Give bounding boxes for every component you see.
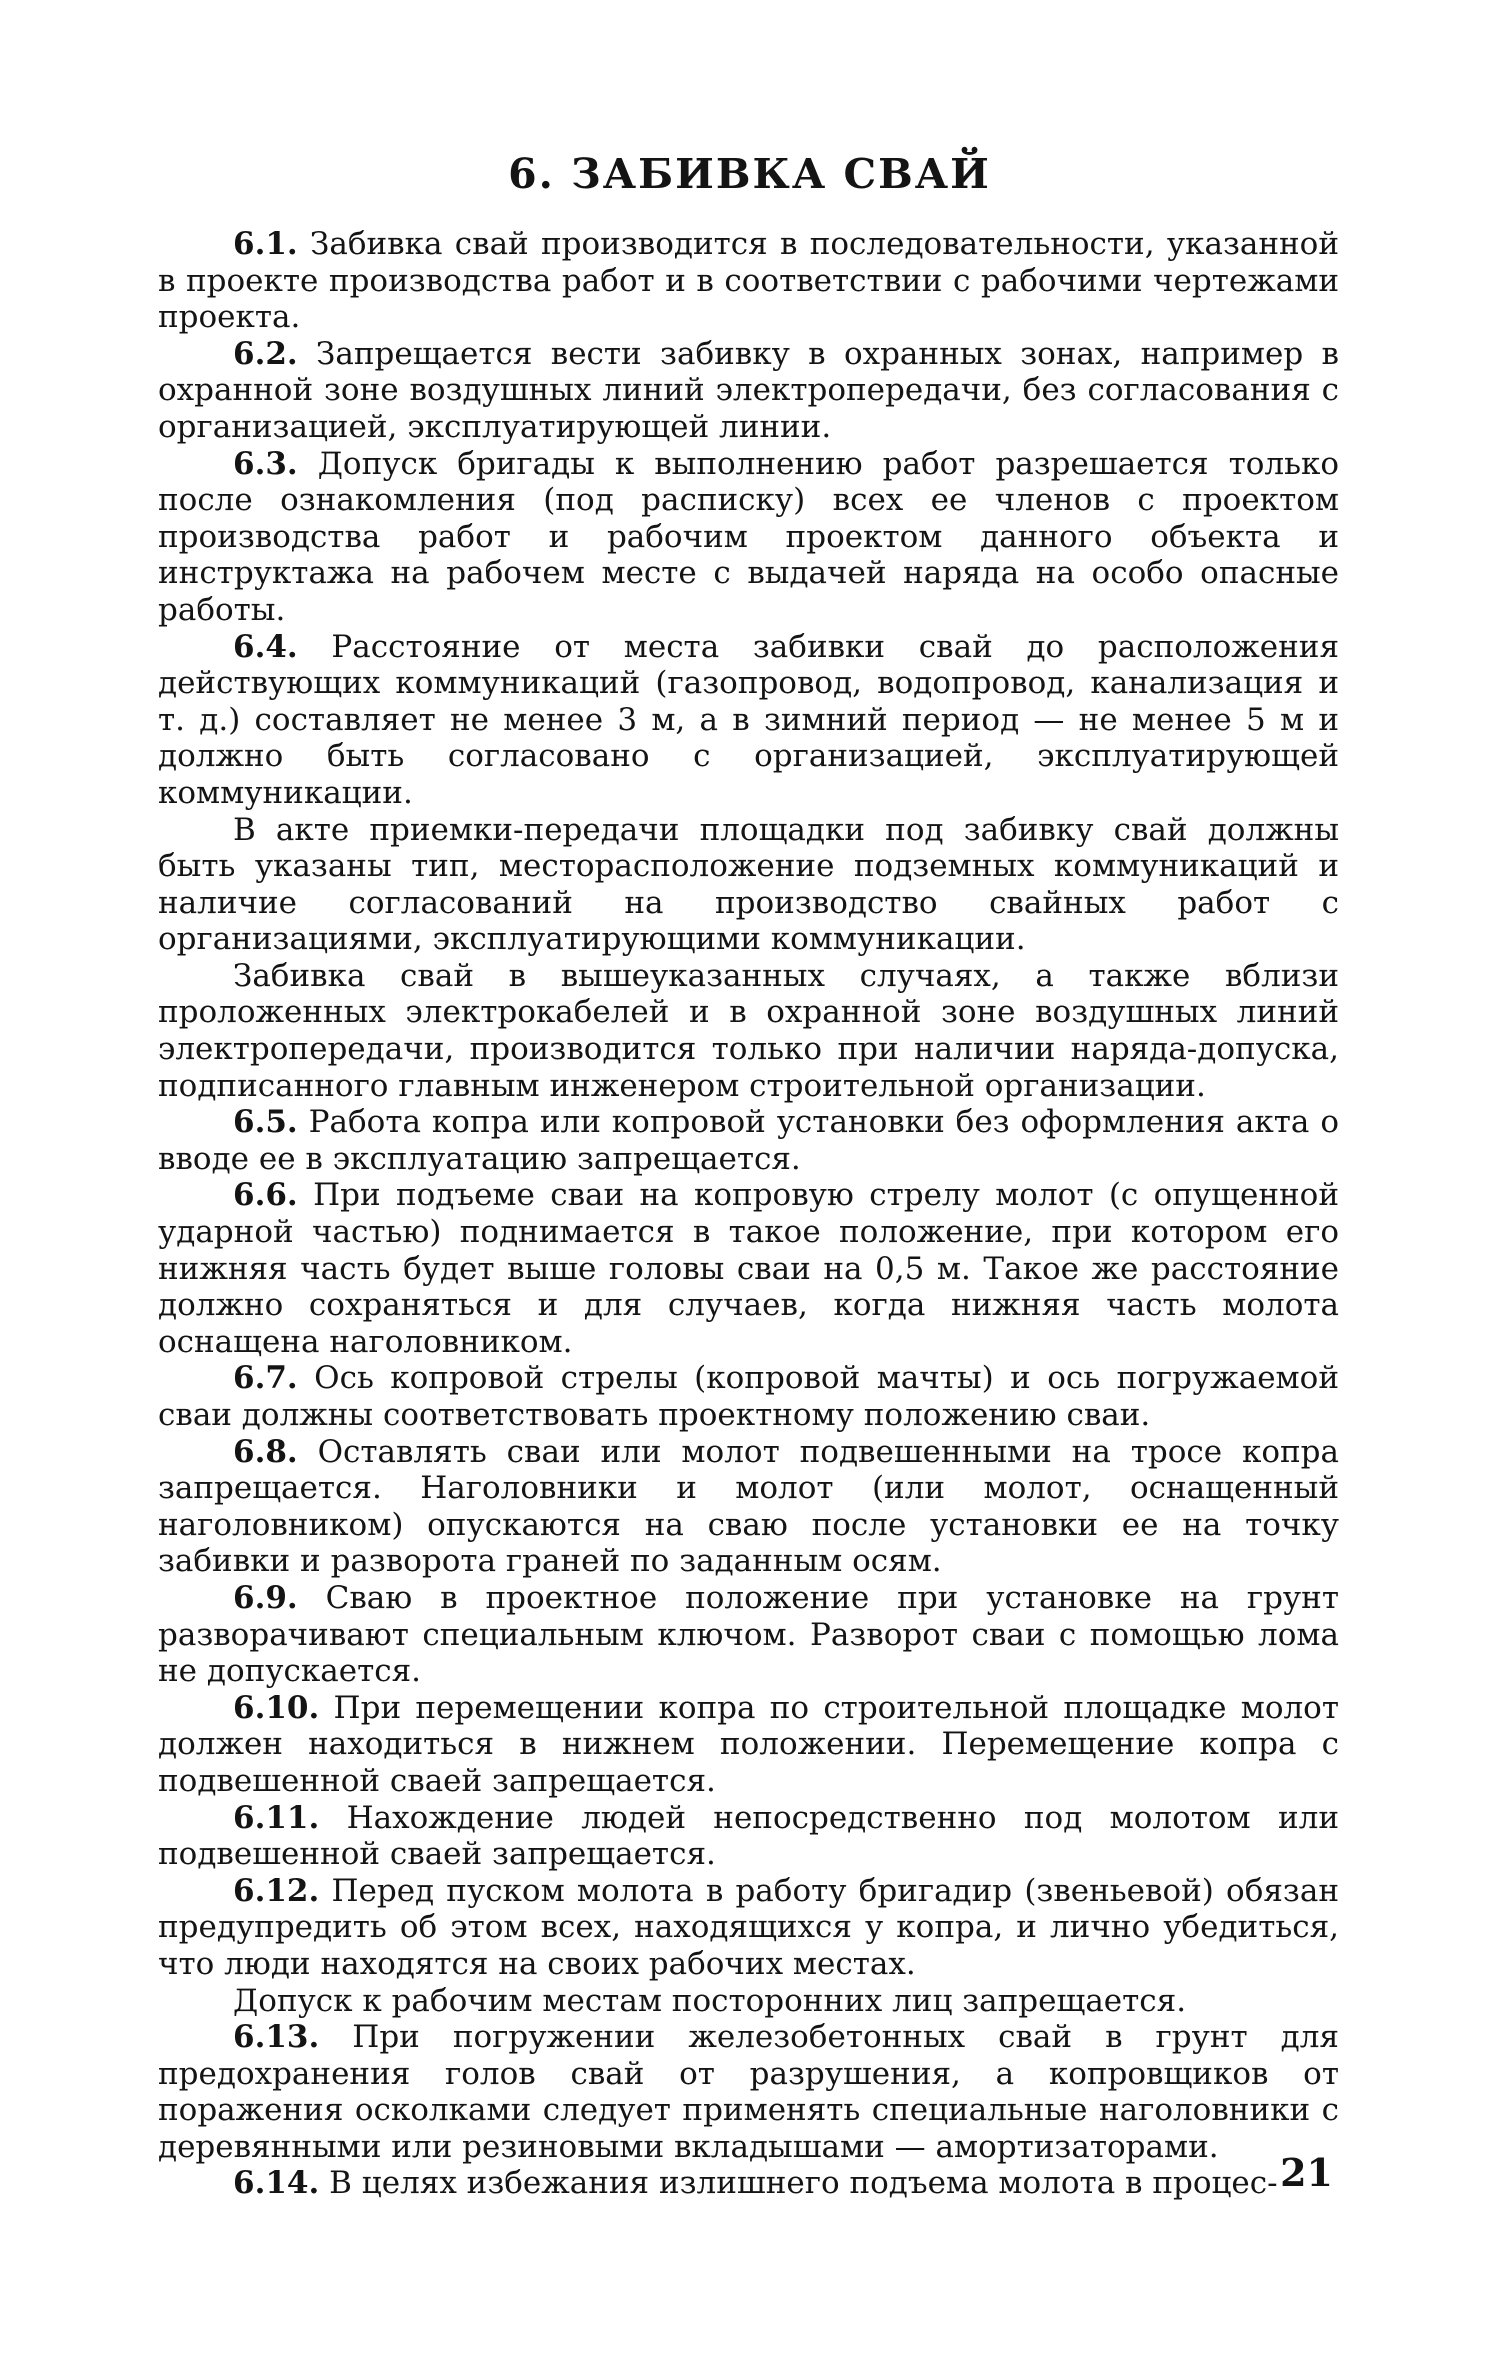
paragraph-text: При погружении железобетонных свай в грунт для предохранения голов свай от разрушения, а копровщиков от поражения осколками следует применять специальные наголовники с деревянными или резиновыми вкладышами — амортизаторами. xyxy=(158,2019,1339,2165)
paragraph xyxy=(158,1104,1339,1177)
paragraph xyxy=(158,958,1339,1104)
paragraph xyxy=(158,812,1339,958)
clause-number: 6.3. xyxy=(233,445,298,482)
clause-number: 6.4. xyxy=(233,628,298,665)
clause-number: 6.12. xyxy=(233,1872,320,1909)
paragraph xyxy=(158,1800,1339,1873)
clause-number: 6.8. xyxy=(233,1433,298,1470)
paragraph xyxy=(158,2165,1339,2202)
paragraph-text: Забивка свай в вышеуказанных случаях, а также вблизи проложенных электрокабелей и в охранной зоне воздушных линий электропередачи, производится только при наличии наряда-допуска, подписанного главным инженером строительной организации. xyxy=(158,957,1339,1104)
document-body xyxy=(158,226,1339,2202)
clause-number: 6.13. xyxy=(233,2019,320,2056)
paragraph xyxy=(158,1434,1339,1580)
paragraph xyxy=(158,446,1339,629)
paragraph xyxy=(158,1360,1339,1433)
paragraph-text: Ось копровой стрелы (копровой мачты) и ось погружаемой сваи должны соответствовать проектному положению сваи. xyxy=(158,1360,1339,1433)
paragraph-text: Оставлять сваи или молот подвешенными на тросе копра запрещается. Наголовники и молот (или молот, оснащенный наголовником) опускаются на сваю после установки ее на точку забивки и разворота граней по заданным осям. xyxy=(158,1433,1339,1580)
paragraph xyxy=(158,629,1339,812)
page-number: 21 xyxy=(1280,2150,1333,2195)
paragraph xyxy=(158,226,1339,336)
paragraph xyxy=(158,1983,1339,2020)
section-heading: 6. ЗАБИВКА СВАЙ xyxy=(508,150,991,198)
paragraph-text: Забивка свай производится в последовательности, указанной в проекте производства работ и в соответствии с рабочими чертежами проекта. xyxy=(158,226,1339,336)
paragraph xyxy=(158,1580,1339,1690)
paragraph-text: Расстояние от места забивки свай до расположения действующих коммуникаций (газопровод, водопровод, канализация и т. д.) составляет не менее 3 м, а в зимний период — не менее 5 м и должно быть согласовано с организацией, эксплуатирующей коммуникации. xyxy=(158,628,1339,811)
clause-number: 6.14. xyxy=(233,2165,320,2202)
clause-number: 6.2. xyxy=(233,335,298,372)
clause-number: 6.5. xyxy=(233,1104,298,1141)
paragraph-text: Сваю в проектное положение при установке на грунт разворачивают специальным ключом. Разворот сваи с помощью лома не допускается. xyxy=(158,1579,1339,1690)
paragraph-text: Работа копра или копровой установки без оформления акта о вводе ее в эксплуатацию запрещается. xyxy=(158,1104,1339,1177)
paragraph xyxy=(158,1873,1339,1983)
clause-number: 6.6. xyxy=(233,1177,298,1214)
paragraph-text: Запрещается вести забивку в охранных зонах, например в охранной зоне воздушных линий электропередачи, без согласования с организацией, эксплуатирующей линии. xyxy=(158,335,1339,445)
paragraph-text: Нахождение людей непосредственно под молотом или подвешенной сваей запрещается. xyxy=(158,1799,1339,1873)
paragraph-text: В акте приемки-передачи площадки под забивку свай должны быть указаны тип, месторасположение подземных коммуникаций и наличие согласований на производство свайных работ с организациями, эксплуатирующими коммуникации. xyxy=(158,811,1339,958)
clause-number: 6.1. xyxy=(233,226,298,262)
paragraph xyxy=(158,2019,1339,2165)
paragraph xyxy=(158,336,1339,446)
paragraph-text: В целях избежания излишнего подъема молота в процес- xyxy=(319,2165,1278,2202)
paragraph-text: Допуск к рабочим местам посторонних лиц запрещается. xyxy=(233,1982,1187,2019)
paragraph xyxy=(158,1177,1339,1360)
paragraph-text: Перед пуском молота в работу бригадир (звеньевой) обязан предупредить об этом всех, находящихся у копра, и лично убедиться, что люди находятся на своих рабочих местах. xyxy=(158,1872,1339,1982)
clause-number: 6.11. xyxy=(233,1799,320,1836)
paragraph-text: При перемещении копра по строительной площадке молот должен находиться в нижнем положении. Перемещение копра с подвешенной сваей запрещается. xyxy=(158,1689,1339,1799)
paragraph-text: При подъеме сваи на копровую стрелу молот (с опущенной ударной частью) поднимается в такое положение, при котором его нижняя часть будет выше головы сваи на 0,5 м. Такое же расстояние должно сохраняться и для случаев, когда нижняя часть молота оснащена наголовником. xyxy=(158,1177,1339,1360)
clause-number: 6.10. xyxy=(233,1689,320,1726)
clause-number: 6.9. xyxy=(233,1579,298,1616)
paragraph-text: Допуск бригады к выполнению работ разрешается только после ознакомления (под расписку) всех ее членов с проектом производства работ и рабочим проектом данного объекта и инструктажа на рабочем месте с выдачей наряда на особо опасные работы. xyxy=(158,445,1339,628)
paragraph xyxy=(158,1690,1339,1800)
clause-number: 6.7. xyxy=(233,1360,298,1397)
